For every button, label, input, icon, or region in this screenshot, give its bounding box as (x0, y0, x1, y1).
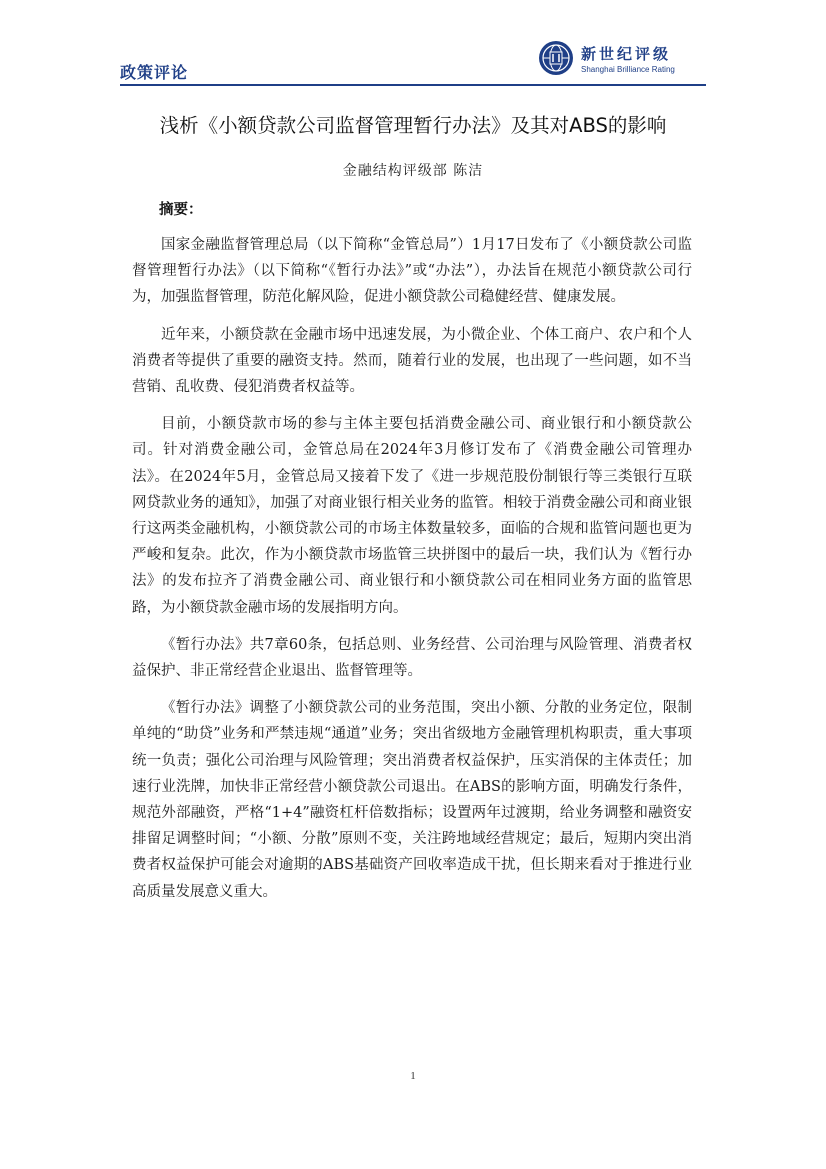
company-logo (538, 40, 698, 82)
author-line: 金融结构评级部 陈洁 (342, 163, 484, 179)
page-header (120, 40, 706, 86)
logo-english-name: Shanghai Brilliance Rating (581, 65, 675, 74)
paragraph: 近年来，小额贷款在金融市场中迅速发展，为小微企业、个体工商户、农户和个人消费者等提供了重要的融资支持。然而，随着行业的发展，也出现了一些问题，如不当营销、乱收费、侵犯消费者权益等。 (132, 326, 692, 396)
paragraph: 《暂行办法》共7章60条，包括总则、业务经营、公司治理与风险管理、消费者权益保护、非正常经营企业退出、监督管理等。 (132, 636, 692, 680)
abstract-heading: 摘要： (159, 201, 203, 218)
document-body (132, 232, 692, 916)
page-number: 1 (410, 1070, 416, 1082)
document-title: 浅析《小额贷款公司监督管理暂行办法》及其对ABS的影响 (159, 114, 667, 137)
section-label: 政策评论 (120, 63, 189, 82)
paragraph: 国家金融监督管理总局（以下简称“金管总局”）1月17日发布了《小额贷款公司监督管理暂行办法》（以下简称“《暂行办法》”或“办法”），办法旨在规范小额贷款公司行为，加强监督管理，防范化解风险，促进小额贷款公司稳健经营、健康发展。 (132, 237, 692, 306)
globe-logo-icon (538, 40, 574, 76)
header-divider (120, 84, 706, 86)
logo-chinese-name: 新世纪评级 (581, 45, 672, 63)
paragraph: 《暂行办法》调整了小额贷款公司的业务范围，突出小额、分散的业务定位，限制单纯的“助贷”业务和严禁违规“通道”业务；突出省级地方金融管理机构职责，重大事项统一负责；强化公司治理与风险管理；突出消费者权益保护，压实消保的主体责任；加速行业洗牌，加快非正常经营小额贷款公司退出。在ABS的影响方面，明确发行条件，规范外部融资，严格“1+4”融资杠杆倍数指标；设置两年过渡期，给业务调整和融资安排留足调整时间；“小额、分散”原则不变，关注跨地域经营规定；最后，短期内突出消费者权益保护可能会对逾期的ABS基础资产回收率造成干扰，但长期来看对于推进行业高质量发展意义重大。 (132, 700, 692, 900)
paragraph: 目前，小额贷款市场的参与主体主要包括消费金融公司、商业银行和小额贷款公司。针对消费金融公司，金管总局在2024年3月修订发布了《消费金融公司管理办法》。在2024年5月，金管总局又接着下发了《进一步规范股份制银行等三类银行互联网贷款业务的通知》，加强了对商业银行相关业务的监管。相较于消费金融公司和商业银行这两类金融机构，小额贷款公司的市场主体数量较多，面临的合规和监管问题也更为严峻和复杂。此次，作为小额贷款市场监管三块拼图中的最后一块，我们认为《暂行办法》的发布拉齐了消费金融公司、商业银行和小额贷款公司在相同业务方面的监管思路，为小额贷款金融市场的发展指明方向。 (132, 416, 692, 616)
